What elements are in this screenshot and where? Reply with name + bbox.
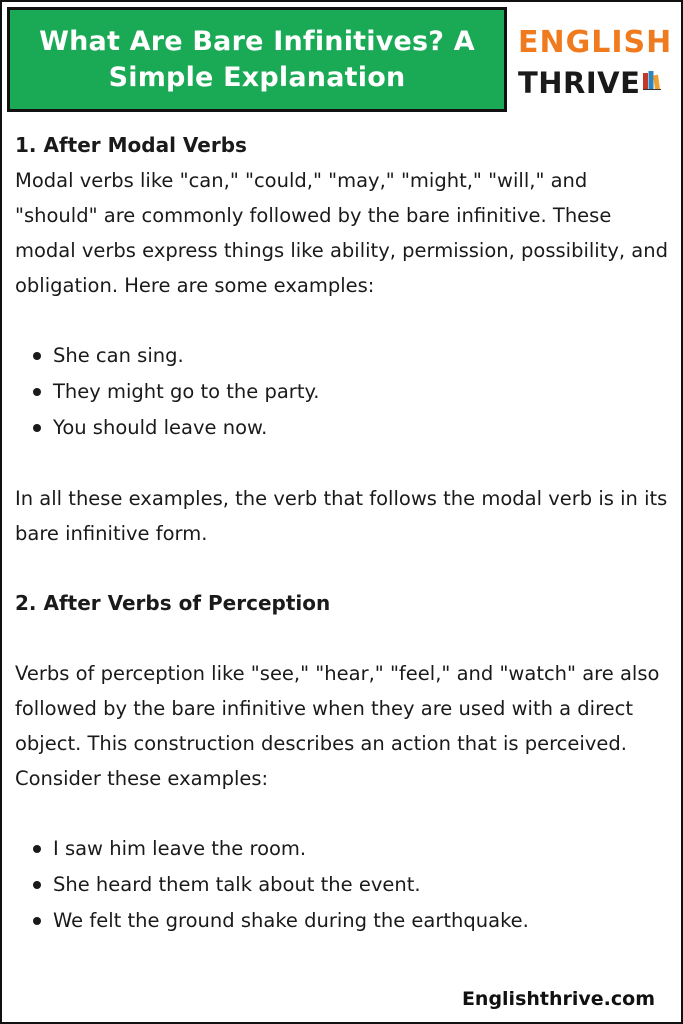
list-item: I saw him leave the room. [53,831,670,867]
list-item: She heard them talk about the event. [53,867,670,903]
section-outro: In all these examples, the verb that follows the modal verb is in its bare infinitive form. [15,487,668,545]
list-item: They might go to the party. [53,374,670,410]
section-heading: 2. After Verbs of Perception [15,591,331,615]
title-banner [7,7,507,112]
section-intro: Modal verbs like "can," "could," "may," "might," "will," and "should" are commonly followed by the bare infinitive. These modal verbs express things like ability, permission, possibility, and obligation. Here are some examples: [15,169,668,297]
footer-site-link[interactable]: Englishthrive.com [461,988,655,1010]
article-body [15,128,670,939]
example-list [15,338,670,446]
logo-line-thrive [518,64,661,99]
header [4,4,679,116]
books-icon [643,64,661,96]
list-item: You should leave now. [53,410,670,446]
logo-text-thrive: THRIVE [518,66,641,100]
example-list [15,831,670,939]
page-title: What Are Bare Infinitives? A Simple Explanation [39,25,475,93]
section-modal-verbs [15,128,670,551]
logo-text-english: ENGLISH [518,25,673,60]
list-item: We felt the ground shake during the earthquake. [53,903,670,939]
brand-logo [518,26,676,106]
list-item: She can sing. [53,338,670,374]
section-perception-verbs [15,586,670,939]
section-heading: 1. After Modal Verbs [15,133,247,157]
section-intro: Verbs of perception like "see," "hear," "feel," and "watch" are also followed by the bare infinitive when they are used with a direct object. This construction describes an action that is perceived. Consider these examples: [15,662,660,790]
